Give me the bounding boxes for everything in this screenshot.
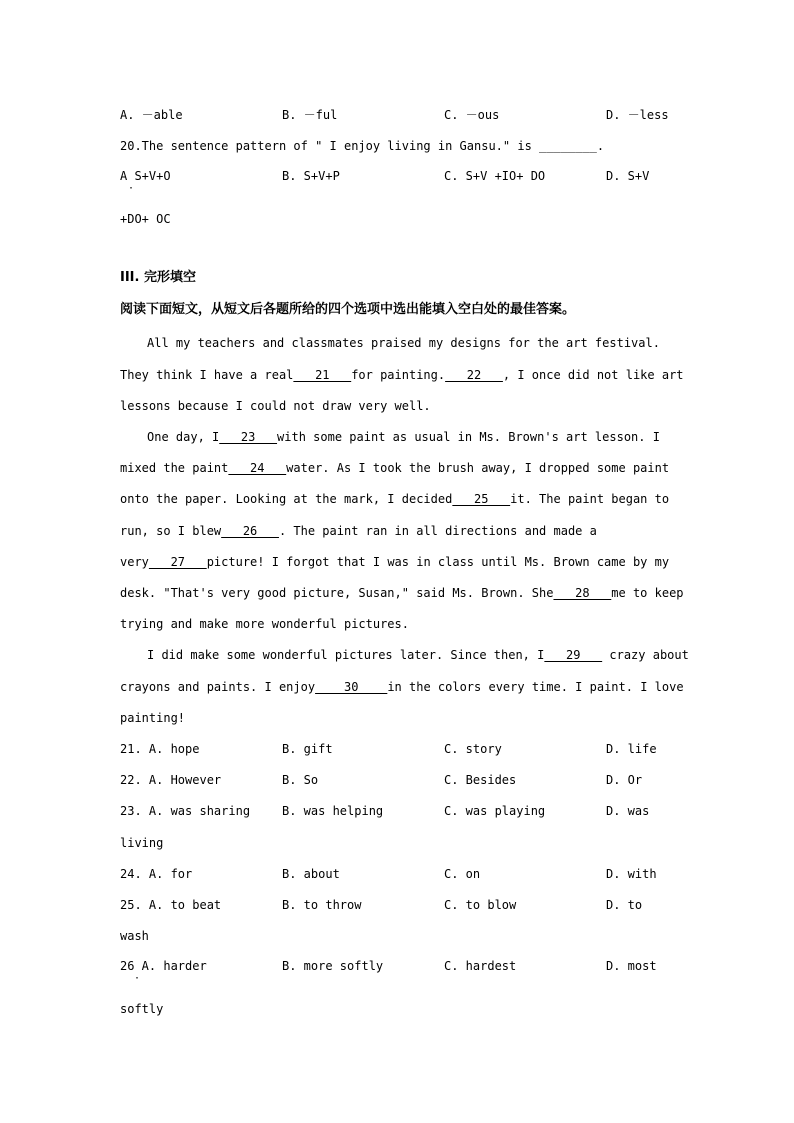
passage-line: onto the paper. Looking at the mark, I decided 25 it. The paint began to <box>120 492 670 506</box>
q21-option-d: D. life <box>606 742 657 756</box>
q20-stem: 20.The sentence pattern of " I enjoy living in Gansu." is ________. <box>120 139 605 153</box>
q26-option-b: B. more softly <box>282 959 384 973</box>
passage-line: trying and make more wonderful pictures. <box>120 617 409 631</box>
q23-option-b: B. was helping <box>282 804 384 818</box>
q22-option-c: C. Besides <box>444 773 517 787</box>
passage-line: run, so I blew 26 . The paint ran in all directions and made a <box>120 524 597 538</box>
q21-option-c: C. story <box>444 742 502 756</box>
blank-25: 25 <box>452 492 511 506</box>
q21-option-a: 21. A. hope <box>120 742 200 756</box>
q19-option-a: A. －able <box>120 108 183 122</box>
passage-line: crayons and paints. I enjoy 30 in the colors every time. I paint. I love <box>120 680 684 694</box>
passage-line: One day, I 23 with some paint as usual in Ms. Brown's art lesson. I <box>147 430 660 444</box>
q26-option-d-wrap: softly <box>120 1002 164 1016</box>
passage-line: mixed the paint 24 water. As I took the brush away, I dropped some paint <box>120 461 670 475</box>
q22-option-d: D. Or <box>606 773 643 787</box>
q26-option-c: C. hardest <box>444 959 517 973</box>
passage-line: lessons because I could not draw very well. <box>120 399 431 413</box>
q19-option-b: B. －ful <box>282 108 338 122</box>
blank-29: 29 <box>544 648 603 662</box>
blank-21: 21 <box>293 368 352 382</box>
q19-option-d: D. －less <box>606 108 669 122</box>
passage-line: desk. "That's very good picture, Susan," said Ms. Brown. She 28 me to keep <box>120 586 684 600</box>
q24-option-c: C. on <box>444 867 481 881</box>
q21-option-b: B. gift <box>282 742 333 756</box>
section-instruction: 阅读下面短文，从短文后各题所给的四个选项中选出能填入空白处的最佳答案。 <box>120 302 576 317</box>
q22-option-a: 22. A. However <box>120 773 222 787</box>
q23-option-a: 23. A. was sharing <box>120 804 251 818</box>
q25-option-d: D. to <box>606 898 643 912</box>
q22-option-b: B. So <box>282 773 319 787</box>
q20-option-d: D. S+V <box>606 169 650 183</box>
blank-23: 23 <box>219 430 278 444</box>
q25-option-a: 25. A. to beat <box>120 898 222 912</box>
q20-option-a: A S+V+O <box>120 169 171 183</box>
bullet-dot: · <box>134 973 141 984</box>
q24-option-d: D. with <box>606 867 657 881</box>
q25-option-c: C. to blow <box>444 898 517 912</box>
blank-28: 28 <box>553 586 612 600</box>
passage-line: They think I have a real 21 for painting. 22 , I once did not like art <box>120 368 684 382</box>
bullet-dot: · <box>128 183 135 194</box>
passage-line: painting! <box>120 711 186 725</box>
q26-option-a: 26 A. harder <box>120 959 207 973</box>
blank-26: 26 <box>221 524 279 538</box>
q23-option-c: C. was playing <box>444 804 546 818</box>
blank-30: 30 <box>315 680 388 694</box>
q25-option-d-wrap: wash <box>120 929 149 943</box>
section-title: III. 完形填空 <box>120 270 196 285</box>
blank-24: 24 <box>228 461 287 475</box>
passage-line: All my teachers and classmates praised my designs for the art festival. <box>147 336 660 350</box>
q24-option-b: B. about <box>282 867 340 881</box>
q19-option-c: C. －ous <box>444 108 500 122</box>
q26-option-d: D. most <box>606 959 657 973</box>
q25-option-b: B. to throw <box>282 898 362 912</box>
q24-option-a: 24. A. for <box>120 867 193 881</box>
q20-option-c: C. S+V +IO+ DO <box>444 169 546 183</box>
q20-option-d-wrap: +DO+ OC <box>120 212 171 226</box>
q23-option-d: D. was <box>606 804 650 818</box>
blank-27: 27 <box>148 555 207 569</box>
q20-option-b: B. S+V+P <box>282 169 340 183</box>
passage-line: very 27 picture! I forgot that I was in class until Ms. Brown came by my <box>120 555 670 569</box>
passage-line: I did make some wonderful pictures later. Since then, I 29 crazy about <box>147 648 689 662</box>
q23-option-d-wrap: living <box>120 836 164 850</box>
blank-22: 22 <box>445 368 503 382</box>
